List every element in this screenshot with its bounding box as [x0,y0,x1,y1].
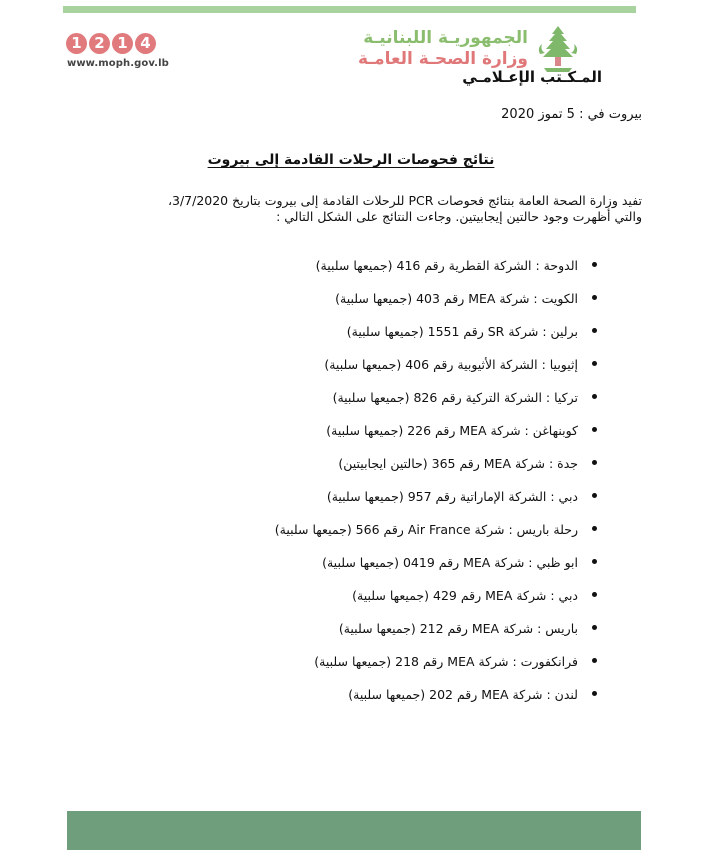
result-text: ابو ظبي : شركة MEA رقم 0419 (جميعها سلبية) [322,555,578,570]
list-item [275,390,578,423]
list-item [275,588,578,621]
list-item [275,654,578,687]
result-text: كوبنهاغن : شركة MEA رقم 226 (جميعها سلبية) [326,423,578,438]
result-text: باريس : شركة MEA رقم 212 (جميعها سلبية) [338,621,578,636]
document-title-text: نتائج فحوصات الرحلات القادمة إلى بيروت [207,152,495,168]
hotline-digit: 2 [89,33,110,54]
dateline: بيروت في : 5 تموز 2020 [501,107,642,122]
list-item [275,621,578,654]
flight-results-list [275,258,578,720]
bullet-icon [592,658,597,663]
list-item [275,291,578,324]
list-item [275,456,578,489]
hotline-digit: 1 [112,33,133,54]
bullet-icon [592,559,597,564]
result-text: رحلة باريس : شركة Air France رقم 566 (جميعها سلبية) [274,522,578,537]
bullet-icon [592,262,597,267]
bullet-icon [592,328,597,333]
result-text: إثيوبيا : الشركة الأثيوبية رقم 406 (جميعها سلبية) [324,357,578,372]
media-office-label: المـكـتب الإعـلامـي [462,68,602,86]
result-text: دبي : الشركة الإماراتية رقم 957 (جميعها سلبية) [326,489,578,504]
republic-name: الجمهوريـة اللبنانيـة [363,28,528,48]
document-title [0,152,702,168]
list-item [275,522,578,555]
intro-paragraph [62,193,642,225]
intro-line: تفيد وزارة الصحة العامة بنتائج فحوصات PCR للرحلات القادمة إلى بيروت بتاريخ 3/7/2020، [167,193,642,208]
hotline-digit: 4 [135,33,156,54]
bullet-icon [592,691,597,696]
bullet-icon [592,526,597,531]
top-accent-bar [63,6,636,13]
list-item [275,555,578,588]
bullet-icon [592,493,597,498]
bullet-icon [592,361,597,366]
result-text: برلين : شركة SR رقم 1551 (جميعها سلبية) [346,324,578,339]
bottom-accent-bar [67,811,641,850]
result-text: دبي : شركة MEA رقم 429 (جميعها سلبية) [352,588,578,603]
result-text: جدة : شركة MEA رقم 365 (حالتين ايجابيتين) [338,456,578,471]
list-item [275,489,578,522]
list-item [275,258,578,291]
hotline-logo [66,33,156,54]
hotline-digit: 1 [66,33,87,54]
bullet-icon [592,427,597,432]
bullet-icon [592,460,597,465]
cedar-tree-icon [534,24,582,74]
result-text: تركيا : الشركة التركية رقم 826 (جميعها سلبية) [332,390,578,405]
list-item [275,324,578,357]
list-item [275,423,578,456]
result-text: فرانكفورت : شركة MEA رقم 218 (جميعها سلبية) [314,654,578,669]
result-text: الكويت : شركة MEA رقم 403 (جميعها سلبية) [335,291,578,306]
bullet-icon [592,592,597,597]
bullet-icon [592,295,597,300]
ministry-name: وزارة الصحـة العامـة [357,49,528,69]
list-item [275,687,578,720]
website-url: www.moph.gov.lb [67,58,169,69]
list-item [275,357,578,390]
bullet-icon [592,625,597,630]
result-text: لندن : شركة MEA رقم 202 (جميعها سلبية) [348,687,578,702]
result-text: الدوحة : الشركة القطرية رقم 416 (جميعها سلبية) [315,258,578,273]
bullet-icon [592,394,597,399]
intro-line: والتي أظهرت وجود حالتين إيجابيتين. وجاءت النتائج على الشكل التالي : [276,209,642,224]
